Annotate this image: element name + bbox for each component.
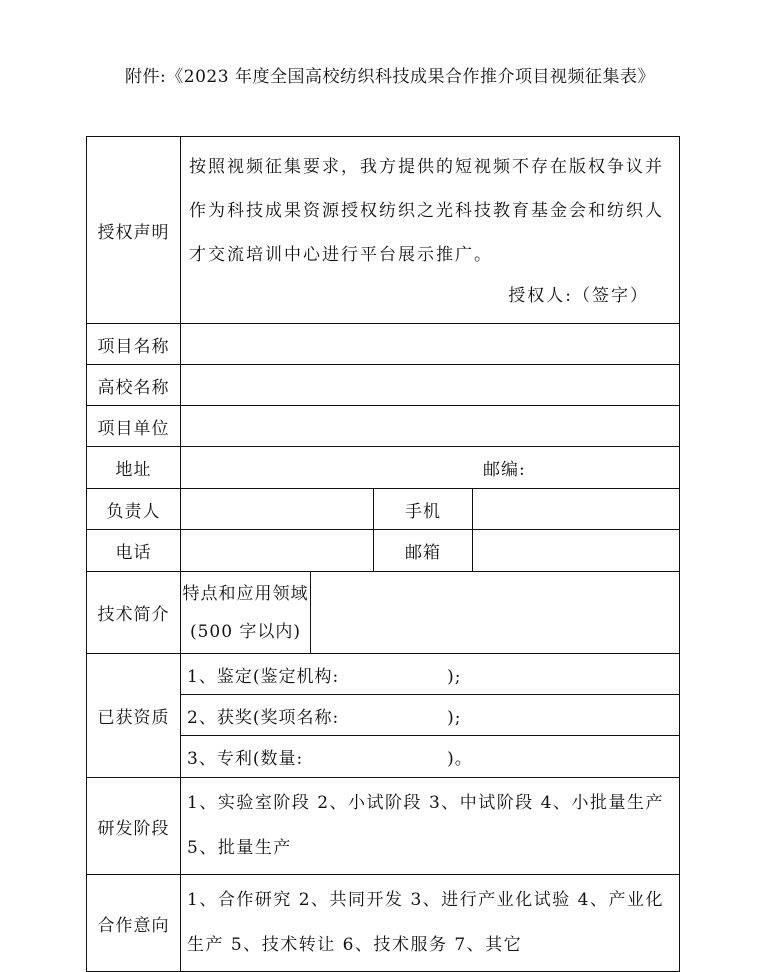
tech-intro-sub-line2: (500 字以内) — [189, 621, 302, 642]
tech-intro-sub-line1: 特点和应用领域 — [182, 583, 309, 604]
tech-intro-field[interactable] — [311, 572, 680, 654]
email-label: 邮箱 — [374, 530, 473, 572]
collection-form-table — [86, 136, 680, 972]
postcode-label: 邮编: — [483, 460, 526, 480]
authorization-text: 按照视频征集要求，我方提供的短视频不存在版权争议并作为科技成果资源授权纺织之光科技教育基金会和纺织人才交流培训中心进行平台展示推广。 — [189, 157, 664, 265]
project-unit-row — [87, 406, 680, 447]
mobile-field[interactable] — [473, 489, 680, 530]
authorization-signature: 授权人:（签字） — [508, 286, 649, 306]
rd-stage-row — [87, 778, 680, 875]
cooperation-row — [87, 875, 680, 972]
phone-field[interactable] — [181, 530, 374, 572]
mobile-label: 手机 — [374, 489, 473, 530]
rd-stage-label: 研发阶段 — [87, 778, 181, 875]
qualification-row-1 — [87, 654, 680, 695]
cooperation-label: 合作意向 — [87, 875, 181, 972]
university-field[interactable] — [181, 365, 680, 406]
document-title: 附件:《2023 年度全国高校纺织科技成果合作推介项目视频征集表》 — [125, 67, 655, 87]
qualification-item-3[interactable]: 3、专利(数量: )。 — [181, 736, 680, 778]
authorization-row — [87, 137, 680, 324]
university-row — [87, 365, 680, 406]
tech-intro-label: 技术简介 — [87, 572, 181, 654]
project-name-row — [87, 324, 680, 365]
authorization-label: 授权声明 — [87, 137, 181, 324]
person-in-charge-field[interactable] — [181, 489, 374, 530]
tech-intro-row — [87, 572, 680, 654]
person-row — [87, 489, 680, 530]
cooperation-options[interactable]: 1、合作研究 2、共同开发 3、进行产业化试验 4、产业化生产 5、技术转让 6、技术服务 7、其它 — [181, 875, 680, 972]
qualification-item-2[interactable]: 2、获奖(奖项名称: ); — [181, 695, 680, 736]
qualifications-label: 已获资质 — [87, 654, 181, 778]
address-label: 地址 — [87, 447, 181, 489]
university-label: 高校名称 — [87, 365, 181, 406]
qualification-item-1[interactable]: 1、鉴定(鉴定机构: ); — [181, 654, 680, 695]
project-name-field[interactable] — [181, 324, 680, 365]
phone-row — [87, 530, 680, 572]
authorization-cell — [181, 137, 680, 324]
email-field[interactable] — [473, 530, 680, 572]
address-field[interactable] — [181, 447, 680, 489]
person-in-charge-label: 负责人 — [87, 489, 181, 530]
rd-stage-options[interactable]: 1、实验室阶段 2、小试阶段 3、中试阶段 4、小批量生产 5、批量生产 — [181, 778, 680, 875]
phone-label: 电话 — [87, 530, 181, 572]
address-row — [87, 447, 680, 489]
project-unit-label: 项目单位 — [87, 406, 181, 447]
project-unit-field[interactable] — [181, 406, 680, 447]
project-name-label: 项目名称 — [87, 324, 181, 365]
tech-intro-subheading — [181, 572, 311, 654]
